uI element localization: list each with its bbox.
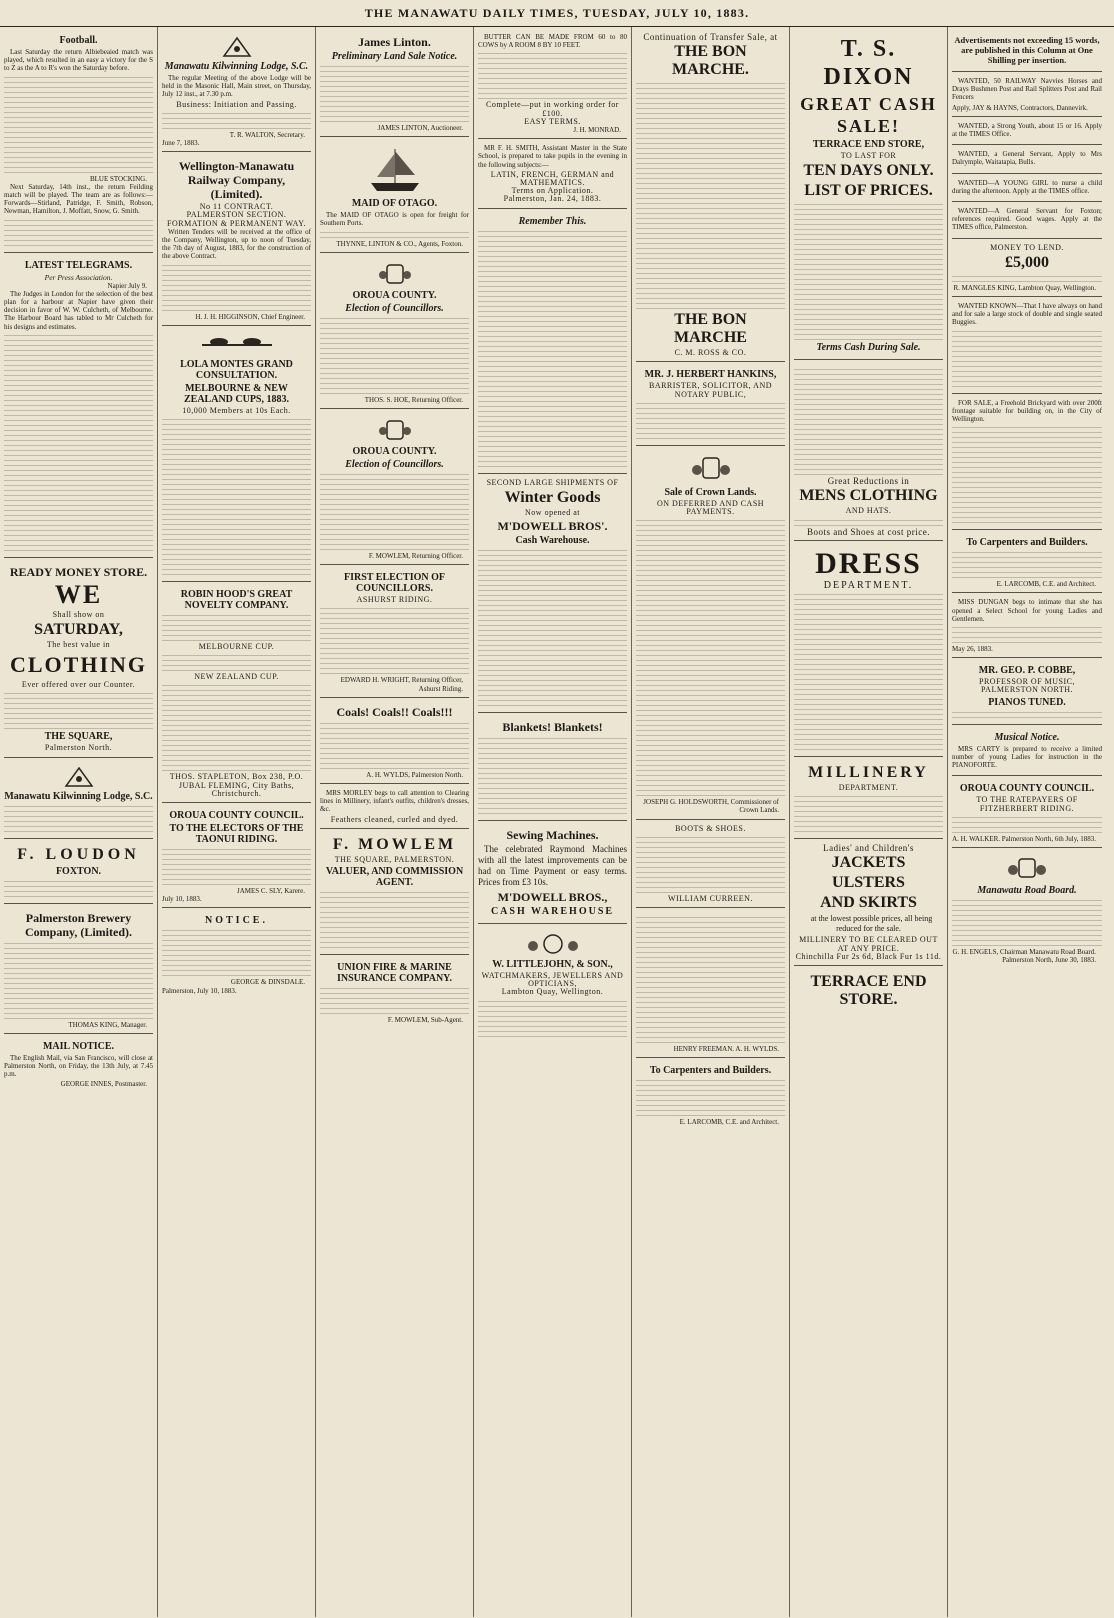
- wanted1-sig: Apply, JAY & HAYNS, Contractors, Dannevirk.: [952, 103, 1088, 112]
- ashurst-ad: [320, 567, 469, 698]
- palmerston-text: Palmerston North.: [44, 743, 113, 753]
- monrad-sig: J. H. MONRAD.: [573, 126, 621, 135]
- otago-title: MAID OF OTAGO.: [351, 198, 438, 210]
- mowlem-sub: THE SQUARE, PALMERSTON.: [334, 854, 455, 864]
- football-text: Last Saturday the return Albiebeaied match was played, which resulted in an easy a victory for the S to Z as the A to R's won the Saturday before.: [4, 48, 153, 73]
- millinery-ad: [794, 759, 943, 839]
- mowlem-ro-sig: F. MOWLEM, Returning Officer.: [368, 552, 463, 561]
- butter-ad: [478, 30, 627, 139]
- ten-title: TEN DAYS ONLY.: [803, 162, 934, 180]
- lodge-ad: [4, 760, 153, 839]
- union-title: UNION FIRE & MARINE INSURANCE COMPANY.: [336, 962, 452, 985]
- railway-ad: [162, 154, 311, 326]
- hats-text: AND HATS.: [845, 506, 892, 516]
- larcomb-sig: E. LARCOMB, C.E. and Architect.: [679, 1118, 779, 1127]
- mdowell-winter-ad: [478, 476, 627, 713]
- carty-text: MRS CARTY is prepared to receive a limited number of young Ladies for instruction in the PIANOFORTE.: [952, 744, 1102, 770]
- otago-sig: THYNNE, LINTON & CO., Agents, Foxton.: [336, 239, 463, 248]
- lodge-title: Manawatu Kilwinning Lodge, S.C.: [164, 61, 309, 72]
- road-board-ad: [952, 850, 1102, 968]
- opened-text: Now opened at: [525, 507, 580, 517]
- football-title: Football.: [59, 35, 98, 46]
- horse-race-icon: [197, 334, 277, 356]
- section-text: PALMERSTON SECTION.: [186, 210, 287, 220]
- ross-text: C. M. ROSS & CO.: [674, 348, 747, 358]
- musical-title: Musical Notice.: [994, 731, 1060, 743]
- lodge-title: Manawatu Kilwinning Lodge, S.C.: [4, 790, 153, 802]
- contract-text: No 11 CONTRACT.: [199, 202, 274, 212]
- mens-title: MENS CLOTHING: [799, 487, 938, 505]
- telegrams-sub: Per Press Association.: [44, 272, 113, 282]
- square-heading: THE SQUARE,: [44, 731, 113, 743]
- cobbe-title: MR. GEO. P. COBBE,: [978, 665, 1076, 677]
- first-election-title: FIRST ELECTION OF COUNCILLORS.: [344, 572, 445, 595]
- telegrams: [4, 255, 153, 558]
- election1-title: Election of Councillors.: [345, 302, 444, 314]
- prelim-title: Preliminary Land Sale Notice.: [331, 51, 458, 62]
- boots-title: BOOTS & SHOES.: [675, 823, 746, 833]
- ready-money-store-ad: [4, 560, 153, 758]
- butter-text: BUTTER CAN BE MADE FROM 60 to 80 COWS by A ROOM 8 BY 10 FEET.: [478, 33, 627, 50]
- column-5: [632, 27, 790, 1617]
- oroua-county-1: [320, 255, 469, 409]
- telegrams-text: The Judges in London for the selection of the best plan for a harbour at Napier have given their decision in favor of W. W. Culcheth, of Melbourne. The Harbour Board has tabled to Mr Culcheth for his designs and estimates.: [4, 289, 153, 331]
- carpenters7-title: To Carpenters and Builders.: [966, 537, 1088, 549]
- robin-title: ROBIN HOOD'S GREAT NOVELTY COMPANY.: [180, 589, 293, 612]
- ads-note-text: Advertisements not exceeding 15 words, are published in this Column at One Shilling per insertion.: [954, 35, 1100, 65]
- money-ad: [952, 241, 1102, 297]
- smith-text: MR F. H. SMITH, Assistant Master in the State School, is prepared to take pupils in the evening in the following subjects:—: [478, 144, 627, 169]
- terrace-end-ad: [794, 968, 943, 1015]
- lowest-text: at the lowest possible prices, all being reduced for the sale.: [810, 914, 933, 934]
- brewery-sig: THOMAS KING, Manager.: [68, 1020, 147, 1029]
- crown-sig: JOSEPH G. HOLDSWORTH, Commissioner of Crown Lands.: [643, 798, 779, 815]
- mail-text: The English Mail, via San Francisco, will close at Palmerston North, on Friday, the 13th July, at 7.45 p.m.: [4, 1053, 153, 1079]
- littlejohn-title: W. LITTLEJOHN, & SON.,: [492, 959, 613, 971]
- formation-text: FORMATION & PERMANENT WAY.: [167, 218, 306, 228]
- dress-title: DRESS: [815, 546, 922, 580]
- best-text: The best value in: [46, 640, 111, 650]
- lola-ad: [162, 328, 311, 582]
- bon-title: THE BON MARCHE.: [672, 43, 749, 79]
- notice-title: NOTICE.: [205, 915, 268, 927]
- coals-title: Coals! Coals!! Coals!!!: [336, 704, 453, 719]
- notice-date: Palmerston, July 10, 1883.: [162, 986, 237, 995]
- masonic-emblem-icon: [64, 766, 94, 788]
- blankets-ad: [478, 715, 627, 821]
- littlejohn-ad: [478, 926, 627, 1043]
- wanted-servant: [952, 147, 1102, 173]
- cash-wh2-title: CASH WAREHOUSE: [490, 906, 615, 918]
- curreen-sig: WILLIAM CURREEN.: [668, 893, 753, 903]
- complete-text: Complete—put in working order for £100.: [486, 100, 619, 118]
- blankets-title: Blankets! Blankets!: [502, 720, 603, 735]
- partnership-notice: [636, 910, 785, 1058]
- coat-of-arms-icon: [1005, 856, 1049, 882]
- ulsters-title: ULSTERS: [832, 874, 905, 892]
- lodge-date: June 7, 1883.: [162, 139, 200, 148]
- lola-title: LOLA MONTES GRAND CONSULTATION.: [180, 358, 293, 381]
- napier-dateline: Napier July 9.: [107, 281, 147, 290]
- linton-sig: JAMES LINTON, Auctioneer.: [377, 124, 463, 132]
- ever-text: Ever offered over our Counter.: [21, 680, 136, 690]
- ready-title: READY MONEY STORE.: [9, 564, 148, 579]
- mens-ad: [794, 362, 943, 541]
- next-saturday-text: Next Saturday, 14th inst., the return Feilding match will be played. The team are as follows:— Forwards—Stirland, Patridge, F. Smith, Robson, Newman, Hamilton, J. Moffatt, Snow, G. Smith.: [4, 182, 153, 216]
- oroua-title: OROUA COUNTY COUNCIL.: [169, 810, 304, 822]
- brewery-title: Palmerston Brewery Company, (Limited).: [24, 910, 132, 939]
- shipments-text: SECOND LARGE SHIPMENTS OF: [486, 477, 619, 487]
- lambton-text: Lambton Quay, Wellington.: [501, 987, 604, 997]
- ship-icon: [365, 145, 425, 195]
- chinchilla-text: Chinchilla Fur 2s 6d, Black Fur 1s 11d.: [795, 951, 942, 961]
- column-7: [948, 27, 1106, 1617]
- wanted3-text: WANTED, a General Servant, Apply to Mrs Dalrymple, Waitatapia, Bulls.: [952, 150, 1102, 167]
- winter-title: Winter Goods: [504, 488, 601, 506]
- cash-wh-title: Cash Warehouse.: [515, 535, 590, 547]
- football-article: [4, 30, 153, 253]
- hankins-ad: [636, 364, 785, 445]
- engels-sig: G. H. ENGELS, Chairman Manawatu Road Board. Palmerston North, June 30, 1883.: [952, 947, 1096, 965]
- oroua7-title: OROUA COUNTY COUNCIL.: [959, 783, 1095, 795]
- boots-text: Boots and Shoes at cost price.: [807, 526, 930, 537]
- tuned-title: PIANOS TUNED.: [988, 696, 1066, 708]
- jubal: JUBAL FLEMING, City Baths, Christchurch.: [178, 780, 295, 798]
- wanted-youth: [952, 119, 1102, 145]
- wright-sig: EDWARD H. WRIGHT, Returning Officer, Ashurst Riding.: [340, 676, 463, 693]
- melb-cup: MELBOURNE CUP.: [198, 642, 275, 652]
- county1-title: OROUA COUNTY.: [352, 289, 437, 301]
- sewing-text: The celebrated Raymond Machines with all the latest improvements can be had on Time Payment or easy terms. Prices from £3 10s.: [478, 844, 627, 888]
- mail-title: MAIL NOTICE.: [42, 1040, 115, 1052]
- dixon-title: T. S. DIXON: [823, 36, 914, 90]
- electors-title: TO THE ELECTORS OF THE TAONUI RIDING.: [169, 823, 304, 846]
- ratepayers-title: TO THE RATEPAYERS OF FITZHERBERT RIDING.: [976, 795, 1078, 813]
- column-2: [158, 27, 316, 1617]
- ratepayers-ad: [952, 778, 1102, 848]
- oroua-county-2: [320, 411, 469, 565]
- musical-ad: [952, 727, 1102, 777]
- crown-title: Sale of Crown Lands.: [664, 486, 757, 498]
- football-sig: BLUE STOCKING.: [89, 174, 147, 183]
- smith-terms: Terms on Application.: [511, 186, 594, 196]
- for-sale-brickyard: [952, 396, 1102, 531]
- bon-marche-ad: [636, 30, 785, 362]
- loudon-ad: [4, 841, 153, 904]
- railway-sig: H. J. H. HIGGINSON, Chief Engineer.: [195, 312, 305, 321]
- valuer-title: VALUER, AND COMMISSION AGENT.: [325, 866, 464, 889]
- hankins-sub: BARRISTER, SOLICITOR, AND NOTARY PUBLIC,: [648, 381, 773, 399]
- wanted-known-text: WANTED KNOWN—That I have always on hand and for sale a large stock of double and single seated Buggies.: [952, 302, 1102, 327]
- lodge-text: The regular Meeting of the above Lodge will be held in the Masonic Hall, Main street, on Thursday, July 12 inst., at 7.30 p.m.: [162, 74, 311, 99]
- railway-title: Wellington-Manawatu Railway Company, (Limited).: [178, 159, 295, 202]
- last-text: TO LAST FOR: [840, 151, 897, 160]
- jackets-title: JACKETS: [831, 854, 906, 872]
- dinsdale-notice: [162, 910, 311, 998]
- county2-title: OROUA COUNTY.: [352, 446, 437, 458]
- cups-title: MELBOURNE & NEW ZEALAND CUPS, 1883.: [183, 382, 289, 405]
- dress-ad: [794, 543, 943, 757]
- wanted-navvies: [952, 74, 1102, 117]
- walker-sig: A. H. WALKER. Palmerston North, 6th July, 1883.: [952, 834, 1096, 843]
- great-title: GREAT CASH SALE!: [800, 94, 937, 136]
- electors-ad: [162, 805, 311, 908]
- partner-sig: HENRY FREEMAN. A. H. WYLDS.: [673, 1045, 779, 1054]
- terms-text: EASY TERMS.: [524, 116, 581, 126]
- larcomb7-sig: E. LARCOMB, C.E. and Architect.: [996, 580, 1096, 589]
- clear-text: MILLINERY TO BE CLEARED OUT AT ANY PRICE.: [799, 935, 938, 953]
- money-title: MONEY TO LEND.: [990, 242, 1064, 252]
- dungan-text: MISS DUNGAN begs to intimate that she has opened a Select School for young Ladies and Gentlemen.: [952, 598, 1102, 623]
- otago-ad: [320, 139, 469, 253]
- electors-sig: JAMES C. SLY, Karere.: [236, 887, 305, 896]
- remember-title: Remember This.: [518, 215, 587, 227]
- terrace-end-title: TERRACE END STORE.: [810, 973, 927, 1009]
- mangles-sig: R. MANGLES KING, Lambton Quay, Wellington.: [953, 283, 1096, 292]
- coals-ad: [320, 700, 469, 784]
- union-sig: F. MOWLEM, Sub-Agent.: [387, 1016, 463, 1025]
- smith-date: Palmerston, Jan. 24, 1883.: [503, 194, 602, 204]
- notice-sig: GEORGE & DINSDALE.: [230, 978, 305, 987]
- morley-ad: [320, 786, 469, 829]
- sewing-ad: [478, 823, 627, 924]
- coat-of-arms-icon: [689, 454, 733, 484]
- shall-text: Shall show on: [52, 609, 105, 619]
- column-3: [316, 27, 474, 1617]
- list-title: LIST OF PRICES.: [804, 182, 933, 200]
- electors-date: July 10, 1883.: [162, 895, 202, 904]
- robin-hood-ad: [162, 584, 311, 803]
- wanted1-text: WANTED, 50 RAILWAY Navvies Horses and Drays Bushmen Post and Rail Splitters Post and Rail Fencers: [952, 77, 1102, 102]
- lodge-sig: T. R. WALTON, Secretary.: [229, 130, 305, 139]
- coat-of-arms-icon: [377, 261, 413, 287]
- morley-text: MRS MORLEY begs to call attention to Clearing lines in Millinery, infant's outfits, children's dresses, &c.: [320, 789, 469, 814]
- for-sale-text: FOR SALE, a Freehold Brickyard with over 200ft frontage suitable for building on, in the City of Wellington.: [952, 398, 1102, 424]
- wanted-girl: [952, 176, 1102, 202]
- masthead: THE MANAWATU DAILY TIMES, TUESDAY, JULY 10, 1883.: [0, 0, 1114, 27]
- telegrams-title: LATEST TELEGRAMS.: [24, 259, 133, 271]
- mdowell-title: M'DOWELL BROS'.: [497, 519, 608, 534]
- watchmakers-text: WATCHMAKERS, JEWELLERS AND OPTICIANS,: [481, 971, 624, 989]
- reductions-text: Great Reductions in: [827, 476, 910, 487]
- ads-note: [952, 30, 1102, 72]
- carpenters-ad-7: [952, 532, 1102, 593]
- stapleton: THOS. STAPLETON, Box 238, P.O.: [169, 772, 304, 782]
- skirts-title: AND SKIRTS: [820, 894, 917, 912]
- smith-ad: [478, 141, 627, 208]
- road-title: Manawatu Road Board.: [977, 884, 1077, 896]
- lodge-notice: [162, 30, 311, 152]
- election2-title: Election of Councillors.: [345, 459, 444, 471]
- linton-title: James Linton.: [358, 35, 431, 49]
- we-heading: WE: [54, 579, 103, 609]
- dept-text: DEPARTMENT.: [823, 579, 914, 591]
- clothing-heading: CLOTHING: [9, 652, 148, 678]
- members-text: 10,000 Members at 10s Each.: [182, 405, 291, 415]
- masonic-emblem-icon: [222, 36, 252, 58]
- wanted4-text: WANTED—A YOUNG GIRL to nurse a child during the afternoon. Apply at the TIMES office.: [952, 178, 1102, 195]
- wylds-sig: A. H. WYLDS, Palmerston North.: [366, 770, 463, 779]
- ladies-text: Ladies' and Children's: [823, 843, 914, 854]
- cobbe-sub: PROFESSOR OF MUSIC, PALMERSTON NORTH.: [979, 677, 1075, 695]
- union-ad: [320, 957, 469, 1028]
- jackets-ad: [794, 841, 943, 966]
- mdowell2-title: M'DOWELL BROS.,: [497, 890, 608, 905]
- dungan-date: May 26, 1883.: [952, 645, 993, 654]
- carpenters-ad-5: [636, 1060, 785, 1130]
- ashurst-title: ASHURST RIDING.: [356, 595, 433, 605]
- terms1-text: Terms Cash During Sale.: [816, 342, 921, 354]
- saturday-heading: SATURDAY,: [34, 621, 123, 639]
- business-text: Business: Initiation and Passing.: [176, 99, 297, 109]
- mowlem-ad: [320, 831, 469, 955]
- feathers-text: Feathers cleaned, curled and dyed.: [330, 814, 459, 824]
- foxton-heading: FOXTON.: [55, 865, 102, 877]
- mowlem-title: F. MOWLEM: [332, 835, 457, 853]
- column-6: [790, 27, 948, 1617]
- wanted2-text: WANTED, a Strong Youth, about 15 or 16. Apply at the TIMES Office.: [952, 121, 1102, 139]
- nz-cup: NEW ZEALAND CUP.: [194, 672, 279, 682]
- brewery-ad: [4, 906, 153, 1034]
- cont-text: Continuation of Transfer Sale, at: [643, 32, 778, 42]
- otago-text: The MAID OF OTAGO is open for freight for Southern Ports.: [320, 211, 469, 228]
- dixon-ad: [794, 30, 943, 360]
- hoe-sig: THOS. S. HOE, Returning Officer.: [364, 395, 463, 404]
- mail-notice: [4, 1036, 153, 1093]
- royal-arms-icon: [523, 932, 583, 956]
- sewing-title: Sewing Machines.: [506, 828, 599, 843]
- railway-text: Written Tenders will be received at the office of the Company, Wellington, up to noon of Tuesday, the 7th day of August, 1883, for the construction of the above Contract.: [162, 227, 311, 261]
- coat-of-arms-icon: [377, 417, 413, 443]
- remember-ad: [478, 211, 627, 474]
- carpenters-title: To Carpenters and Builders.: [649, 1065, 772, 1077]
- mdept-text: DEPARTMENT.: [838, 783, 899, 793]
- five-thousand: £5,000: [1005, 253, 1049, 271]
- hankins-title: MR. J. HERBERT HANKINS,: [644, 369, 777, 381]
- linton-ad: [320, 30, 469, 137]
- wanted5-text: WANTED—A General Servant for Foxton; references required. Good wages. Apply at the TIMES office, Palmerston.: [952, 207, 1102, 232]
- cobbe-ad: [952, 660, 1102, 724]
- column-1: [0, 27, 158, 1617]
- deferred-text: ON DEFERRED AND CASH PAYMENTS.: [656, 498, 765, 517]
- crown-lands-ad: [636, 448, 785, 820]
- wanted-general: [952, 204, 1102, 239]
- mail-sig: GEORGE INNES, Postmaster.: [60, 1080, 147, 1089]
- column-4: [474, 27, 632, 1617]
- subjects-text: LATIN, FRENCH, GERMAN and MATHEMATICS.: [490, 169, 615, 188]
- wanted-known: [952, 299, 1102, 394]
- loudon-heading: F. LOUDON: [17, 845, 140, 863]
- boots-ad: [636, 822, 785, 908]
- terrace-title: TERRACE END STORE,: [812, 139, 925, 150]
- bon2-title: THE BON MARCHE: [674, 311, 747, 347]
- millinery-title: MILLINERY: [808, 764, 929, 782]
- dungan-ad: [952, 595, 1102, 658]
